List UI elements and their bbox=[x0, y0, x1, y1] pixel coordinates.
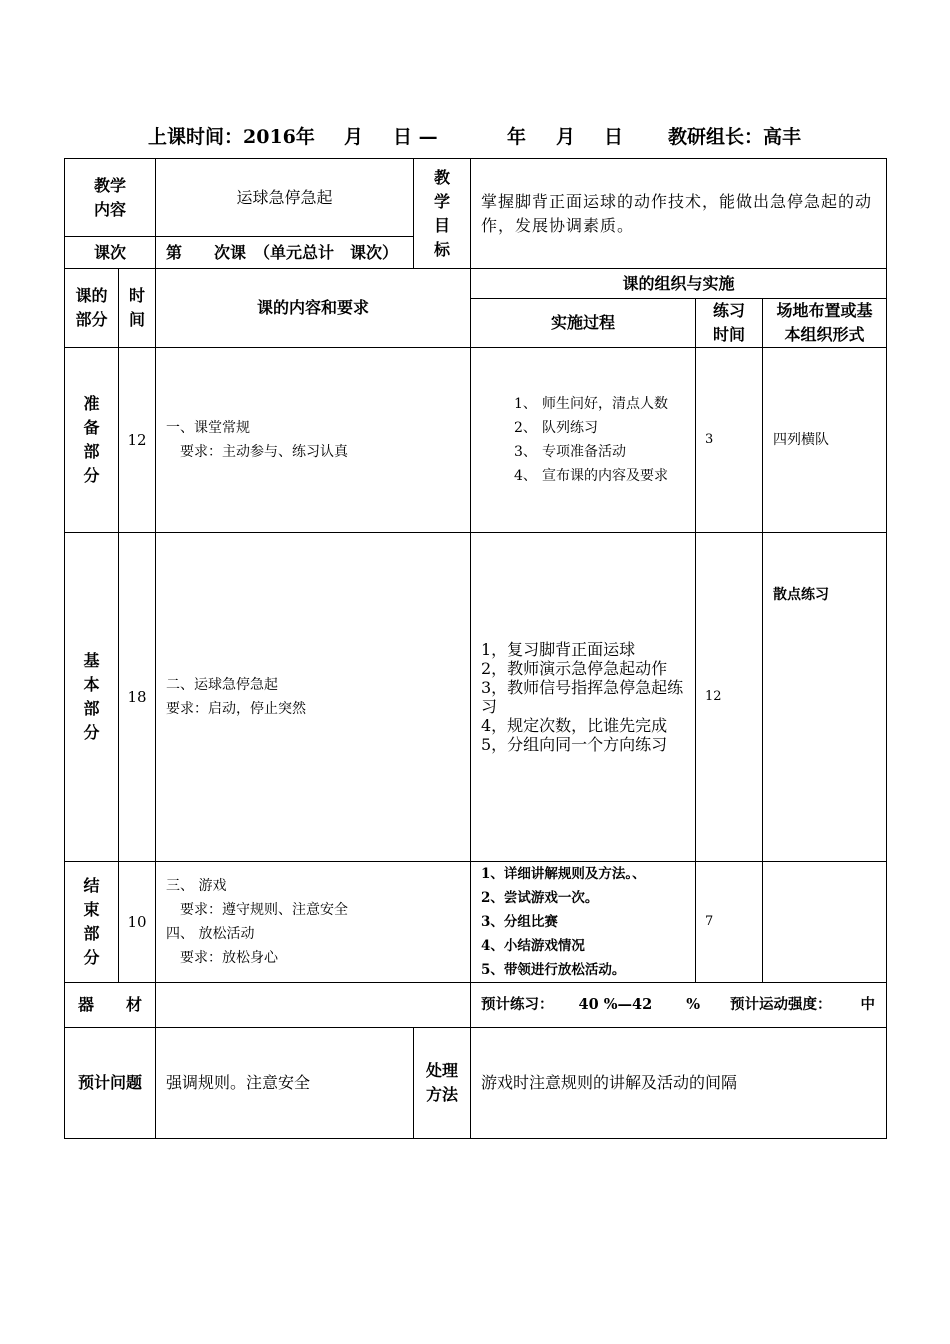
row-issues bbox=[65, 1028, 887, 1139]
row-teaching-content bbox=[65, 159, 887, 237]
teaching-goal-cell bbox=[471, 159, 887, 269]
process-item-text: 专项准备活动 bbox=[542, 444, 626, 460]
teaching-content-value: 运球急停急起 bbox=[156, 159, 414, 237]
practice-time-header-cell bbox=[696, 299, 763, 348]
section-process-cell bbox=[471, 862, 696, 983]
practice-estimate-unit: % bbox=[686, 996, 700, 1013]
venue-header: 场地布置或基本组织形式 bbox=[776, 301, 873, 344]
process-item: 1、详细讲解规则及方法。、 bbox=[481, 866, 646, 882]
practice-time-header: 练习时间 bbox=[712, 301, 745, 344]
time-header: 时间 bbox=[128, 286, 145, 329]
section-process-cell bbox=[471, 533, 696, 862]
process-list bbox=[481, 640, 689, 754]
content-requirement: 要求：遵守规则、注意安全 bbox=[180, 902, 348, 918]
content-line: 四、 放松活动 bbox=[166, 926, 255, 942]
section-part-label: 基本部分 bbox=[83, 651, 100, 742]
section-content-cell bbox=[156, 862, 471, 983]
section-part-cell bbox=[65, 862, 119, 983]
process-item-number: 2、 bbox=[514, 420, 537, 436]
section-venue-empty bbox=[763, 862, 887, 983]
teaching-goal-label-cell bbox=[414, 159, 471, 269]
venue-header-cell bbox=[763, 299, 887, 348]
session-label: 课次 bbox=[65, 237, 156, 269]
process-item bbox=[514, 440, 695, 464]
section-process-cell bbox=[471, 348, 696, 533]
handling-method-label: 处理方法 bbox=[425, 1061, 458, 1104]
organization-header: 课的组织与实施 bbox=[471, 269, 887, 299]
part-header: 课的部分 bbox=[75, 286, 108, 329]
process-item: 5，分组向同一个方向练习 bbox=[481, 735, 668, 754]
content-requirement: 要求：主动参与、练习认真 bbox=[180, 444, 348, 460]
process-header: 实施过程 bbox=[471, 299, 696, 348]
process-item: 4、小结游戏情况 bbox=[481, 938, 585, 954]
row-equipment bbox=[65, 983, 887, 1028]
section-part-cell bbox=[65, 348, 119, 533]
row-closing-section bbox=[65, 862, 887, 983]
handling-method-label-cell bbox=[414, 1028, 471, 1139]
practice-estimate-label: 预计练习： bbox=[481, 996, 554, 1013]
process-item-number: 1、 bbox=[514, 396, 537, 412]
section-practice-time: 3 bbox=[696, 348, 763, 533]
content-requirement: 要求：放松身心 bbox=[180, 950, 278, 966]
content-requirement: 要求：启动，停止突然 bbox=[166, 701, 306, 717]
process-item: 3、分组比赛 bbox=[481, 914, 558, 930]
start-day-label: 日 — bbox=[393, 126, 438, 148]
row-preparation-section bbox=[65, 348, 887, 533]
equipment-label: 器 材 bbox=[65, 983, 156, 1028]
section-time: 18 bbox=[119, 533, 156, 862]
process-item-text: 师生问好，清点人数 bbox=[542, 396, 668, 412]
equipment-value-empty bbox=[156, 983, 471, 1028]
section-time: 12 bbox=[119, 348, 156, 533]
section-venue: 四列横队 bbox=[763, 348, 887, 533]
teaching-content-label: 教学内容 bbox=[93, 175, 126, 219]
content-line: 一、课堂常规 bbox=[166, 420, 250, 436]
process-item: 3，教师信号指挥急停急起练习 bbox=[481, 678, 684, 716]
research-group-leader: 教研组长：高丰 bbox=[668, 126, 802, 148]
section-part-cell bbox=[65, 533, 119, 862]
process-item: 1，复习脚背正面运球 bbox=[481, 640, 636, 659]
row-basic-section bbox=[65, 533, 887, 862]
section-time: 10 bbox=[119, 862, 156, 983]
process-item-text: 宣布课的内容及要求 bbox=[542, 468, 668, 484]
time-header-cell bbox=[119, 269, 156, 348]
start-month-label: 月 bbox=[344, 126, 364, 148]
practice-estimate-value: 40 %—42 bbox=[578, 996, 653, 1013]
content-line: 三、 游戏 bbox=[166, 878, 227, 894]
end-year-label: 年 bbox=[507, 126, 527, 148]
content-line: 二、运球急停急起 bbox=[166, 677, 278, 693]
section-content-cell bbox=[156, 348, 471, 533]
process-item bbox=[514, 392, 695, 416]
process-item: 2，教师演示急停急起动作 bbox=[481, 659, 668, 678]
expected-issues-label: 预计问题 bbox=[65, 1028, 156, 1139]
handling-method-value: 游戏时注意规则的讲解及活动的间隔 bbox=[471, 1028, 887, 1139]
content-header: 课的内容和要求 bbox=[156, 269, 471, 348]
expected-issues-value: 强调规则。注意安全 bbox=[156, 1028, 414, 1139]
section-venue: 散点练习 bbox=[763, 533, 887, 862]
process-item: 5、带领进行放松活动。 bbox=[481, 962, 626, 978]
section-part-label: 结束部分 bbox=[83, 876, 100, 967]
process-item: 4，规定次数，比谁先完成 bbox=[481, 716, 668, 735]
row-column-headers bbox=[65, 269, 887, 299]
section-part-label: 准备部分 bbox=[83, 394, 100, 485]
process-item-text: 队列练习 bbox=[542, 420, 598, 436]
process-item bbox=[514, 416, 695, 440]
section-content-cell bbox=[156, 533, 471, 862]
intensity-estimate-value: 中 bbox=[860, 996, 875, 1013]
teaching-goal-value: 掌握脚背正面运球的动作技术，能做出急停急起的动作，发展协调素质。 bbox=[481, 191, 873, 235]
class-time-label: 上课时间：2016年 bbox=[148, 126, 315, 148]
end-month-label: 月 bbox=[556, 126, 576, 148]
session-value: 第 次课 （单元总计 课次） bbox=[156, 237, 414, 269]
process-item bbox=[514, 464, 695, 488]
part-header-cell bbox=[65, 269, 119, 348]
process-item: 2、尝试游戏一次。 bbox=[481, 890, 599, 906]
end-day-label: 日 bbox=[604, 126, 624, 148]
estimate-cell bbox=[471, 983, 887, 1028]
lesson-plan-table bbox=[64, 158, 887, 1139]
process-item-number: 3、 bbox=[514, 444, 537, 460]
section-practice-time: 12 bbox=[696, 533, 763, 862]
process-item-number: 4、 bbox=[514, 468, 537, 484]
intensity-estimate-label: 预计运动强度： bbox=[729, 996, 832, 1013]
teaching-goal-label: 教学目标 bbox=[433, 167, 450, 259]
teaching-content-label-cell bbox=[65, 159, 156, 237]
section-practice-time: 7 bbox=[696, 862, 763, 983]
